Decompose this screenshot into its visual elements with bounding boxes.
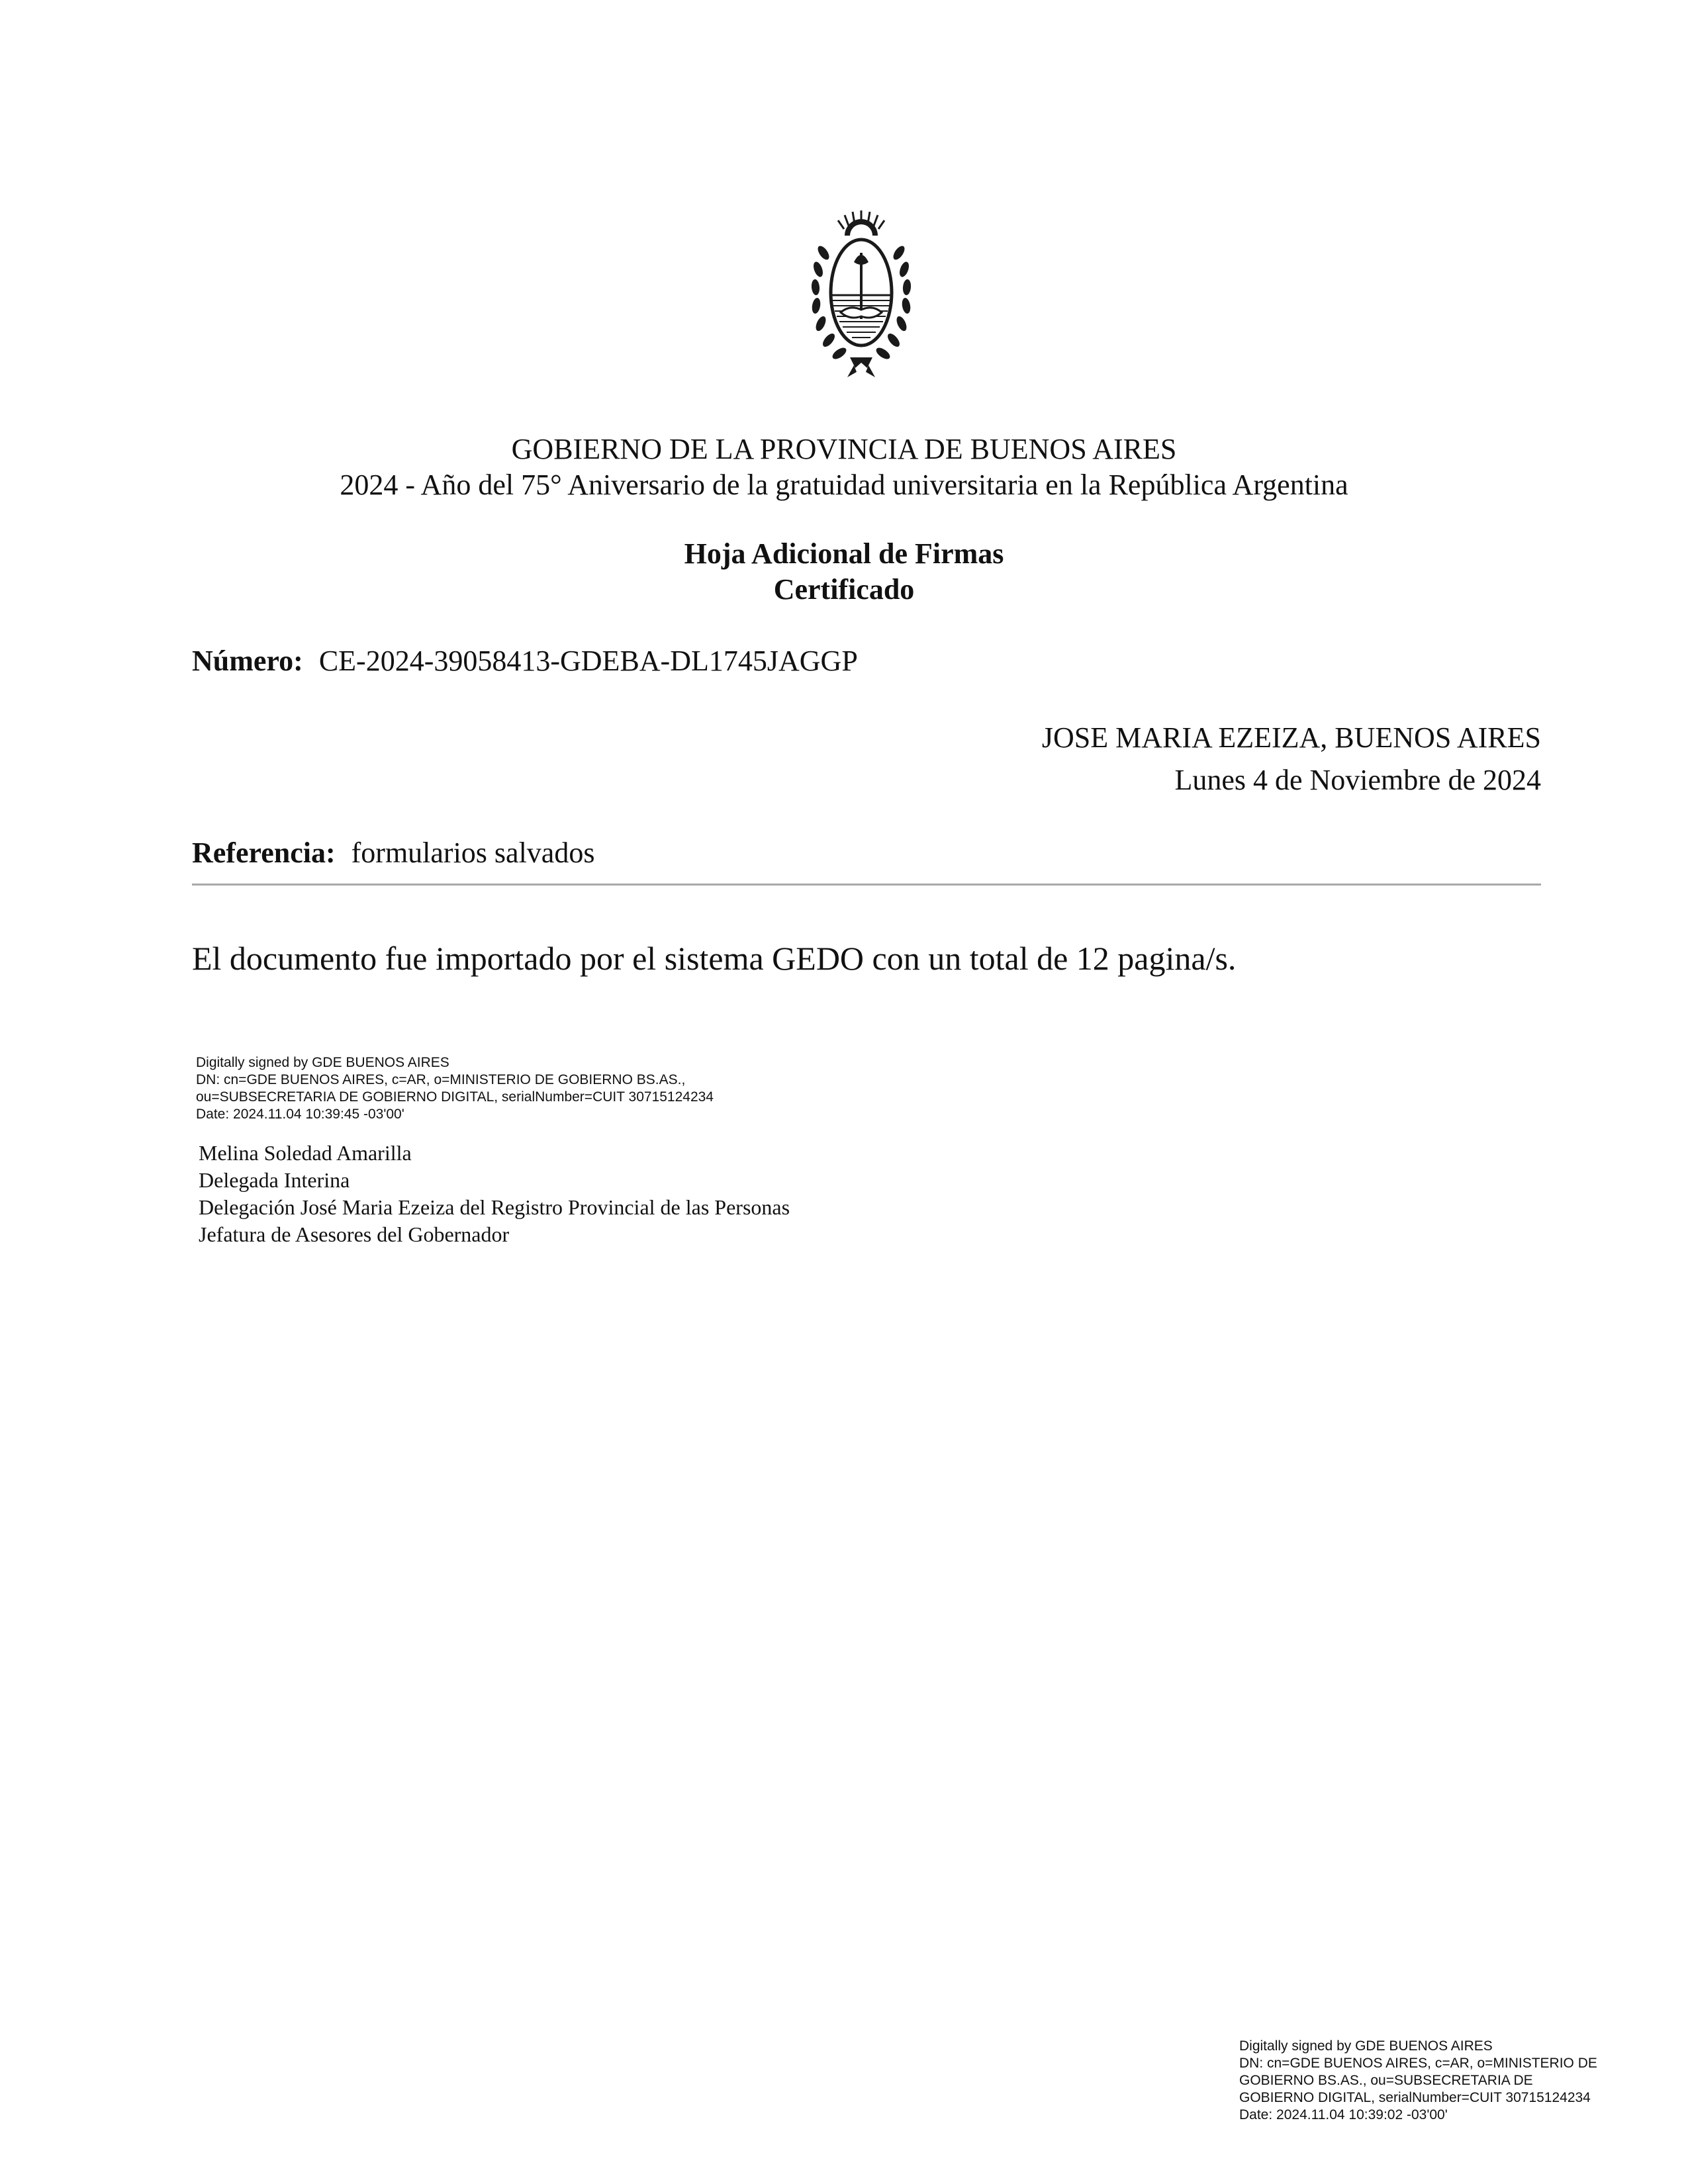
divider <box>192 884 1541 886</box>
digital-signature-stamp <box>196 1054 714 1123</box>
coat-of-arms-icon <box>806 206 916 380</box>
signer-department: Jefatura de Asesores del Gobernador <box>199 1222 510 1246</box>
signature-line: Date: 2024.11.04 10:39:02 -03'00' <box>1239 2107 1448 2122</box>
year-motto: 2024 - Año del 75° Aniversario de la gratuidad universitaria en la República Argentina <box>340 469 1348 501</box>
document-subtitle: Certificado <box>773 573 915 606</box>
signature-line: GOBIERNO DIGITAL, serialNumber=CUIT 30715124234 <box>1239 2090 1591 2105</box>
signer-block <box>199 1140 790 1248</box>
document-number-row <box>192 643 858 679</box>
signature-line: Digitally signed by GDE BUENOS AIRES <box>196 1055 449 1070</box>
signature-line: Digitally signed by GDE BUENOS AIRES <box>1239 2038 1493 2054</box>
signature-line: GOBIERNO BS.AS., ou=SUBSECRETARIA DE <box>1239 2073 1533 2088</box>
body-text: El documento fue importado por el sistema GEDO con un total de 12 pagina/s. <box>192 940 1237 977</box>
reference-value: formularios salvados <box>351 837 595 869</box>
document-place: JOSE MARIA EZEIZA, BUENOS AIRES <box>1041 721 1541 754</box>
signer-role: Delegada Interina <box>199 1168 350 1192</box>
government-title: GOBIERNO DE LA PROVINCIA DE BUENOS AIRES <box>511 433 1177 465</box>
document-number-label: Número: <box>192 645 303 677</box>
signer-office: Delegación José Maria Ezeiza del Registro Provincial de las Personas <box>199 1195 790 1219</box>
signature-line: Date: 2024.11.04 10:39:45 -03'00' <box>196 1107 404 1122</box>
signature-line: ou=SUBSECRETARIA DE GOBIERNO DIGITAL, serialNumber=CUIT 30715124234 <box>196 1089 714 1105</box>
signature-line: DN: cn=GDE BUENOS AIRES, c=AR, o=MINISTERIO DE GOBIERNO BS.AS., <box>196 1072 686 1087</box>
signer-name: Melina Soledad Amarilla <box>199 1141 412 1165</box>
document-number-value: CE-2024-39058413-GDEBA-DL1745JAGGP <box>318 645 858 677</box>
footer-digital-signature-stamp <box>1239 2038 1597 2124</box>
signature-line: DN: cn=GDE BUENOS AIRES, c=AR, o=MINISTERIO DE <box>1239 2056 1597 2071</box>
document-title: Hoja Adicional de Firmas <box>684 537 1004 570</box>
reference-label: Referencia: <box>192 837 336 869</box>
document-date: Lunes 4 de Noviembre de 2024 <box>1174 764 1541 796</box>
reference-row <box>192 835 594 871</box>
